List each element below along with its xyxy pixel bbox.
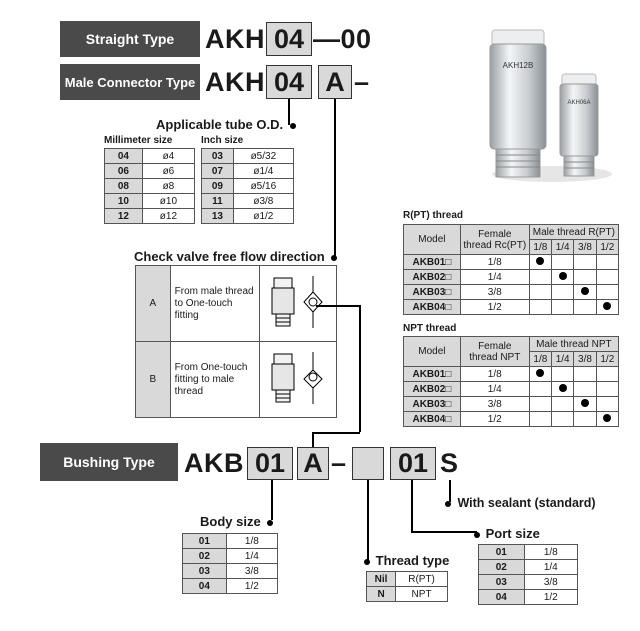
availability-dot-icon [581,399,589,407]
product-photo [480,24,625,189]
bushing-code-box: A [297,447,329,480]
inch-value: ø5/32 [233,149,293,164]
check-valve-text-b: From One-touch fitting to male thread [170,342,259,418]
male-cell [596,382,618,397]
mm-size-header: Millimeter size [104,135,173,146]
check-valve-symbol-b [260,342,337,418]
male-cell [596,412,618,427]
port-size-leader-h [411,531,477,533]
male-cell [574,285,596,300]
inch-value: ø1/4 [233,164,293,179]
male-cell [552,285,574,300]
male-cell [574,382,596,397]
female-header: Female thread Rc(PT) [460,225,529,255]
availability-dot-icon [559,384,567,392]
body-code: 01 [183,534,227,549]
cv-to-bushing-line-h2 [312,432,360,434]
inch-code: 11 [202,194,234,209]
body-size-title-text: Body size [200,514,261,529]
body-size-bullet [267,520,273,526]
thread-header-row [404,337,619,352]
thread-type-leader [367,480,369,560]
body-size-table [182,533,278,594]
thread-row [404,300,619,315]
body-code: 04 [183,579,227,594]
availability-dot-icon [536,369,544,377]
bushing-type-label: Bushing Type [40,443,178,481]
availability-dot-icon [536,257,544,265]
port-size-leader-v [411,480,413,532]
availability-dot-icon [559,272,567,280]
inch-value: ø5/16 [233,179,293,194]
valve-fitting-icon-b [260,348,332,408]
tube-od-title-text: Applicable tube O.D. [156,117,284,132]
port-size-bullet [474,532,480,538]
male-header: Male thread NPT [529,337,618,352]
body_size-row [183,549,278,564]
availability-dot-icon [581,287,589,295]
mm-value: ø12 [142,209,194,224]
mm-code: 04 [105,149,143,164]
product-label-large: AKH12B [502,61,534,70]
female-cell: 1/2 [460,300,529,315]
body-value: 1/2 [226,579,277,594]
bushing-thread-box [352,447,384,480]
male-size-box: 04 [266,65,312,99]
port-size-table [478,544,578,605]
male-cell [596,397,618,412]
male-cell [574,412,596,427]
male-cell [574,300,596,315]
male-cell [596,270,618,285]
port-value: 1/2 [524,590,577,605]
port-value: 3/8 [524,575,577,590]
male-connector-label: Male Connector Type [60,64,200,100]
male-cell [552,367,574,382]
male-size-header: 3/8 [574,240,596,255]
mm-row [105,179,195,194]
male-cell [552,382,574,397]
inch-row [202,149,294,164]
inch-code: 09 [202,179,234,194]
sealant-note-text: With sealant (standard) [457,496,596,510]
thread-type-table [366,571,448,602]
availability-dot-icon [603,414,611,422]
male-cell [529,397,551,412]
check-valve-table [135,265,337,418]
model-header: Model [404,337,461,367]
inch-value: ø3/8 [233,194,293,209]
mm-code: 08 [105,179,143,194]
bushing-dash: – [331,448,347,478]
thread-type-title [364,553,449,568]
male-cell [596,367,618,382]
inch-row [202,164,294,179]
straight-suffix: —00 [313,24,372,54]
male-cell [552,397,574,412]
straight-type-label: Straight Type [60,21,200,57]
body_size-row [183,534,278,549]
thread-row [404,412,619,427]
inch-size-header: Inch size [201,135,244,146]
npt-thread-table [403,336,619,427]
model-cell: AKB03□ [404,285,461,300]
port_size-row [479,575,578,590]
sealant-note [445,496,596,510]
rpt-thread-table [403,224,619,315]
mm-value: ø4 [142,149,194,164]
male-dash: – [354,67,370,97]
body-size-title [200,514,273,529]
thread-value: R(PT) [396,572,448,587]
female-cell: 1/8 [460,367,529,382]
male-cell [596,285,618,300]
thread-row [404,285,619,300]
port_size-row [479,590,578,605]
body-value: 1/8 [226,534,277,549]
body_size-row [183,579,278,594]
check-valve-text-a: From male thread to One-touch fitting [170,266,259,342]
npt-title: NPT thread [403,323,457,334]
mm-value: ø8 [142,179,194,194]
male-cell [574,255,596,270]
port-code: 01 [479,545,525,560]
thread-value: NPT [396,587,448,602]
male-cell [552,270,574,285]
cv-to-bushing-line-v [359,305,361,432]
male-size-header: 1/2 [596,352,618,367]
thread-code: Nil [367,572,396,587]
thread-row [404,397,619,412]
male-cell [529,367,551,382]
tube-od-bullet [290,123,296,129]
port-size-title-text: Port size [485,526,540,541]
male-header: Male thread R(PT) [529,225,618,240]
female-cell: 1/4 [460,270,529,285]
check-valve-code-a: A [136,266,171,342]
inch-code: 03 [202,149,234,164]
valve-fitting-icon-a [260,272,332,332]
model-cell: AKB04□ [404,300,461,315]
male-cell [529,270,551,285]
mm-row [105,149,195,164]
inch-code: 13 [202,209,234,224]
straight-size-box: 04 [266,22,312,56]
mm-code: 10 [105,194,143,209]
inch-row [202,179,294,194]
check-valve-title-text: Check valve free flow direction [134,249,325,264]
inch-row [202,194,294,209]
straight-prefix: AKH [205,24,265,54]
thread-code: N [367,587,396,602]
inch-code: 07 [202,164,234,179]
female-cell: 3/8 [460,397,529,412]
port-value: 1/4 [524,560,577,575]
bushing-size-box: 01 [247,447,293,480]
check-valve-bullet [331,255,337,261]
inch-value: ø1/2 [233,209,293,224]
male-size-header: 3/8 [574,352,596,367]
model-cell: AKB01□ [404,367,461,382]
mm-value: ø6 [142,164,194,179]
thread-header-row [404,225,619,240]
model-header: Model [404,225,461,255]
male-cell [529,382,551,397]
male-cell [529,412,551,427]
female-header: Female thread NPT [460,337,529,367]
bushing-sealant: S [440,448,459,478]
mm-code: 12 [105,209,143,224]
male-cell [529,300,551,315]
checkvalve-leader-line [334,99,336,256]
rpt-title: R(PT) thread [403,210,463,221]
female-cell: 1/2 [460,412,529,427]
male-code-box: A [318,65,352,99]
check-valve-code-b: B [136,342,171,418]
port-code: 02 [479,560,525,575]
male-cell [552,300,574,315]
thread-type-bullet [364,559,370,565]
check-valve-symbol-a [260,266,337,342]
thread_type-row [367,587,448,602]
male-size-header: 1/4 [552,240,574,255]
body-value: 1/4 [226,549,277,564]
mm-size-table [104,148,195,224]
female-cell: 3/8 [460,285,529,300]
body-code: 02 [183,549,227,564]
cv-to-bushing-line-v2 [312,432,314,448]
model-cell: AKB02□ [404,270,461,285]
port-size-title [474,526,540,541]
male-cell [552,412,574,427]
thread-row [404,382,619,397]
thread_type-row [367,572,448,587]
check-valve-row-b [136,342,337,418]
model-cell: AKB02□ [404,382,461,397]
product-label-small: AKH06A [567,100,591,106]
model-cell: AKB03□ [404,397,461,412]
port_size-row [479,560,578,575]
check-valve-row-a [136,266,337,342]
male-cell [596,300,618,315]
mm-value: ø10 [142,194,194,209]
body-value: 3/8 [226,564,277,579]
male-cell [574,270,596,285]
thread-type-title-text: Thread type [375,553,450,568]
female-cell: 1/8 [460,255,529,270]
sealant-bullet [445,501,451,507]
male-size-header: 1/8 [529,352,551,367]
thread-row [404,255,619,270]
bushing-prefix: AKB [184,448,244,478]
male-cell [529,255,551,270]
male-cell [574,397,596,412]
male-cell [552,255,574,270]
male-size-header: 1/4 [552,352,574,367]
port-code: 03 [479,575,525,590]
check-valve-title [134,249,337,264]
mm-row [105,164,195,179]
body-code: 03 [183,564,227,579]
male-prefix: AKH [205,67,265,97]
cv-to-bushing-line-h [316,305,360,307]
male-size-header: 1/8 [529,240,551,255]
male-cell [574,367,596,382]
availability-dot-icon [603,302,611,310]
tube-od-title [156,117,296,132]
body_size-row [183,564,278,579]
inch-row [202,209,294,224]
port-code: 04 [479,590,525,605]
male-cell [596,255,618,270]
model-cell: AKB01□ [404,255,461,270]
thread-row [404,367,619,382]
male-size-header: 1/2 [596,240,618,255]
male-cell [529,285,551,300]
bushing-port-box: 01 [390,447,436,480]
inch-size-table [201,148,294,224]
model-cell: AKB04□ [404,412,461,427]
thread-row [404,270,619,285]
mm-row [105,194,195,209]
mm-row [105,209,195,224]
port-value: 1/8 [524,545,577,560]
female-cell: 1/4 [460,382,529,397]
port_size-row [479,545,578,560]
mm-code: 06 [105,164,143,179]
